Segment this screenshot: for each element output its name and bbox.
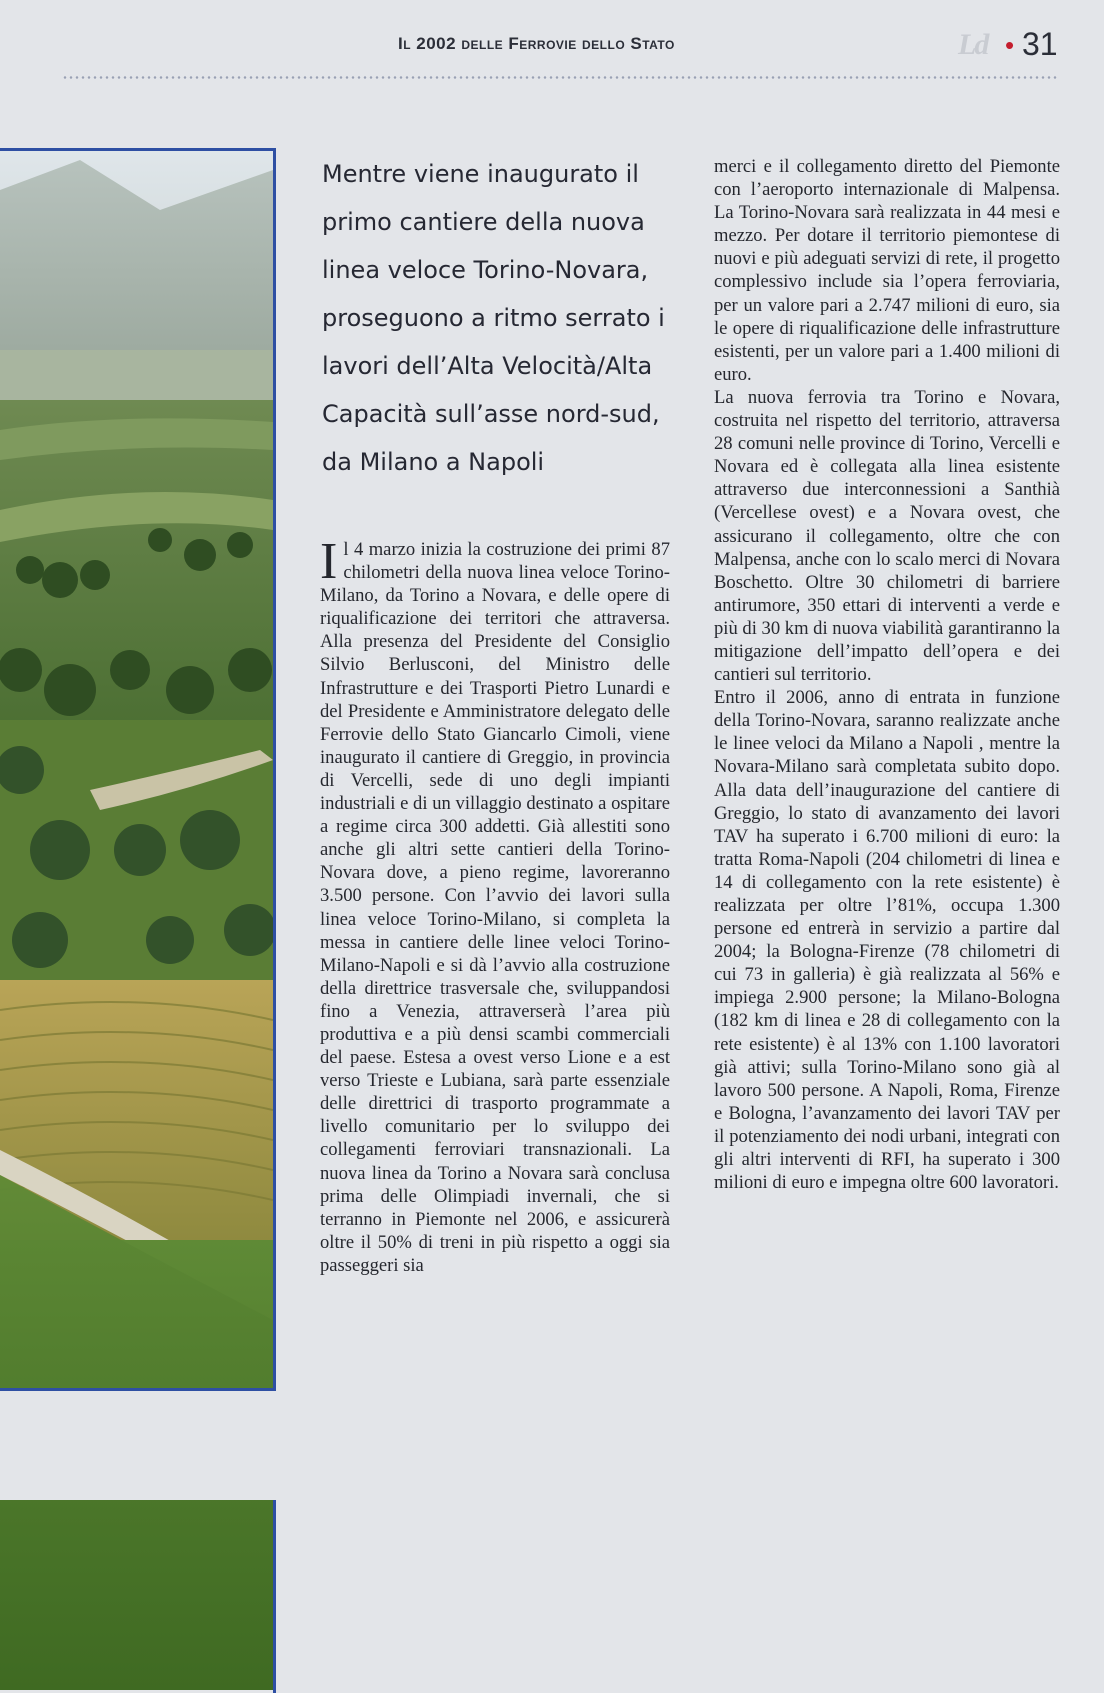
- bullet-dot: •: [1005, 30, 1015, 60]
- article-headline: Mentre viene inaugurato il primo cantiere della nuova linea veloce Torino-Novara, proseguono a ritmo serrato i lavori dell’Alta Velocità/Alta Capacità sull’asse nord-sud, da Milano a Napoli: [322, 160, 665, 476]
- article-column-1: [320, 533, 670, 1277]
- article-paragraph-1: [320, 533, 670, 1277]
- article-paragraph-2: merci e il collegamento diretto del Piemonte con l’aeroporto internazionale di Malpensa. La Torino-Novara sarà realizzata in 44 mesi e mezzo. Per dotare il territorio piemontese di nuovi e più adeguati servizi di rete, il progetto complessivo include sia l’opera ferroviaria, per un valore pari a 2.747 milioni di euro, sia le opere di riqualificazione delle infrastrutture esistenti, per un valore pari a 1.400 milioni di euro.: [714, 156, 1060, 385]
- page-number: 31: [1022, 26, 1058, 62]
- paragraph-1-text: l 4 marzo inizia la costruzione dei primi 87 chilometri della nuova linea veloce Torino-Milano, da Torino a Novara, e delle opere di riqualificazione dei territori che attraversa. Alla presenza del Presidente del Consiglio Silvio Berlusconi, del Ministro delle Infrastrutture e dei Trasporti Pietro Lunardi e del Presidente e Amministratore delegato delle Ferrovie dello Stato Giancarlo Cimoli, viene inaugurato il cantiere di Greggio, in provincia di Vercelli, sede di uno degli impianti industriali e di un villaggio destinato a ospitare a regime circa 300 addetti. Già allestiti sono anche gli altri sette cantieri della Torino-Novara dove, a pieno regime, lavoreranno 3.500 persone. Con l’avvio dei lavori sulla linea veloce Torino-Milano, si completa la messa in cantiere delle linee veloci Torino-Milano-Napoli e si dà l’avvio alla costruzione della direttrice trasversale che, sviluppandosi fino a Venezia, attraverserà l’area più produttiva e a più densi scambi commerciali del paese. Estesa a ovest verso Lione e a est verso Trieste e Lubiana, sarà parte essenziale delle direttrici di trasporto programmate a livello comunitario per lo sviluppo dei collegamenti ferroviari transnazionali. La nuova linea da Torino a Novara sarà conclusa prima delle Olimpiadi invernali, che si terranno in Piemonte nel 2006, e assicurerà oltre il 50% di treni in più rispetto a oggi sia passeggeri sia: [320, 539, 670, 1276]
- running-head: Il 2002 delle Ferrovie dello Stato: [398, 34, 675, 53]
- article-paragraph-3: La nuova ferrovia tra Torino e Novara, costruita nel rispetto del territorio, attraversa 28 comuni nelle province di Torino, Vercelli e Novara ed è collegata alla linea esistente attraverso due interconnessioni a Santhià (Vercellese ovest) e a Novara ovest, che assicurano il collegamento, oltre che con Malpensa, anche con lo scalo merci di Novara Boschetto. Oltre 30 chilometri di barriere antirumore, 350 ettari di interventi a verde e più di 30 km di nuova viabilità garantiranno la mitigazione dell’impatto dell’opera e dei cantieri sul territorio.: [714, 386, 1060, 686]
- photo-mask: [0, 1391, 279, 1500]
- magazine-logo: Ld: [958, 28, 988, 61]
- drop-cap: I: [320, 533, 338, 590]
- article-column-2: [714, 155, 1060, 1194]
- article-paragraph-4: Entro il 2006, anno di entrata in funzione della Torino-Novara, saranno realizzate anche le linee veloci da Milano a Napoli , mentre la Novara-Milano sarà completata subito dopo. Alla data dell’inaugurazione del cantiere di Greggio, lo stato di avanzamento dei lavori TAV ha superato i 6.700 milioni di euro: la tratta Roma-Napoli (204 chilometri di linea e 14 di collegamento con la rete esistente) è realizzata per oltre l’81%, occupa 1.300 persone ed entrerà in servizio a partire dal 2004; la Bologna-Firenze (78 chilometri di cui 73 in galleria) è già realizzata al 56% e impiega 2.900 persone; la Milano-Bologna (182 km di linea e 28 di collegamento con la rete esistente) è al 13% con 1.100 lavoratori già attivi; sulla Torino-Milano sono già al lavoro 500 persone. A Napoli, Roma, Firenze e Bologna, l’avanzamento dei lavori TAV per il potenziamento dei nodi urbani, integrati con gli altri interventi di RFI, ha superato i 300 milioni di euro e impegna oltre 600 lavoratori.: [714, 687, 1060, 1194]
- dotted-rule: [62, 76, 1058, 79]
